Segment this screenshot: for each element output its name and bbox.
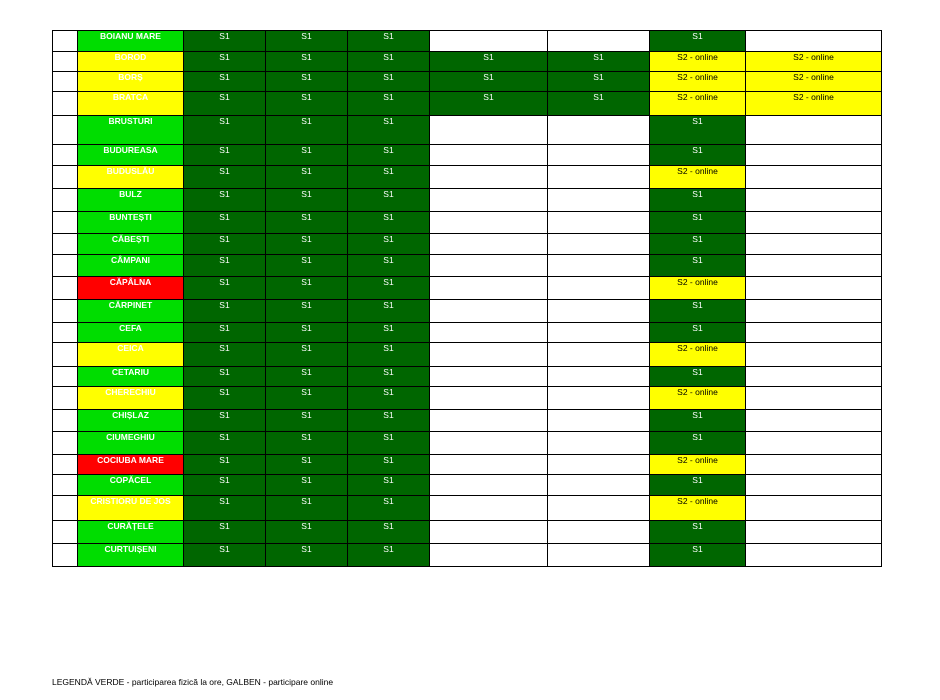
row-number: 32 [53, 496, 78, 521]
locality-name: BORȘ [78, 72, 184, 92]
physical-session-cell: S1 [184, 432, 266, 455]
empty-cell [746, 234, 882, 255]
table-row [53, 323, 882, 343]
row-number: 21 [53, 255, 78, 277]
locality-name: BRATCA [78, 92, 184, 116]
locality-name: BOROD [78, 52, 184, 72]
row-number: 31 [53, 475, 78, 496]
empty-cell [430, 387, 548, 410]
empty-cell [746, 277, 882, 300]
empty-cell [548, 496, 650, 521]
empty-cell [430, 234, 548, 255]
table-row [53, 212, 882, 234]
online-session-cell: S2 - online [746, 92, 882, 116]
physical-session-cell: S1 [266, 496, 348, 521]
empty-cell [548, 521, 650, 544]
physical-session-cell: S1 [548, 72, 650, 92]
physical-session-cell: S1 [650, 189, 746, 212]
schedule-table [52, 30, 882, 567]
physical-session-cell: S1 [348, 166, 430, 189]
table-row [53, 343, 882, 367]
table-row [53, 300, 882, 323]
empty-cell [548, 116, 650, 145]
online-session-cell: S2 - online [650, 166, 746, 189]
empty-cell [430, 496, 548, 521]
physical-session-cell: S1 [348, 234, 430, 255]
row-number: 11 [53, 31, 78, 52]
physical-session-cell: S1 [348, 475, 430, 496]
empty-cell [746, 367, 882, 387]
physical-session-cell: S1 [650, 255, 746, 277]
physical-session-cell: S1 [184, 166, 266, 189]
empty-cell [430, 212, 548, 234]
physical-session-cell: S1 [266, 116, 348, 145]
physical-session-cell: S1 [650, 212, 746, 234]
empty-cell [746, 145, 882, 166]
row-number: 28 [53, 410, 78, 432]
locality-name: CURĂȚELE [78, 521, 184, 544]
legend-text: LEGENDĂ VERDE - participarea fizică la ore, GALBEN - participare online [52, 677, 334, 687]
physical-session-cell: S1 [184, 521, 266, 544]
locality-name: COCIUBA MARE [78, 455, 184, 475]
physical-session-cell: S1 [184, 300, 266, 323]
empty-cell [548, 189, 650, 212]
physical-session-cell: S1 [184, 367, 266, 387]
row-number: 26 [53, 367, 78, 387]
online-session-cell: S2 - online [746, 52, 882, 72]
empty-cell [548, 300, 650, 323]
empty-cell [548, 475, 650, 496]
physical-session-cell: S1 [266, 323, 348, 343]
table-row [53, 166, 882, 189]
online-session-cell: S2 - online [650, 277, 746, 300]
table-row [53, 475, 882, 496]
table-row [53, 52, 882, 72]
online-session-cell: S2 - online [650, 92, 746, 116]
physical-session-cell: S1 [184, 145, 266, 166]
table-row [53, 234, 882, 255]
empty-cell [548, 277, 650, 300]
empty-cell [430, 145, 548, 166]
empty-cell [548, 455, 650, 475]
row-number: 19 [53, 212, 78, 234]
online-session-cell: S2 - online [650, 387, 746, 410]
empty-cell [746, 212, 882, 234]
row-number: 25 [53, 343, 78, 367]
physical-session-cell: S1 [650, 475, 746, 496]
physical-session-cell: S1 [266, 475, 348, 496]
physical-session-cell: S1 [348, 31, 430, 52]
online-session-cell: S2 - online [650, 52, 746, 72]
physical-session-cell: S1 [348, 277, 430, 300]
empty-cell [746, 432, 882, 455]
table-row [53, 189, 882, 212]
table-row [53, 387, 882, 410]
physical-session-cell: S1 [266, 52, 348, 72]
table-row [53, 367, 882, 387]
physical-session-cell: S1 [266, 189, 348, 212]
locality-name: CURTUIȘENI [78, 544, 184, 567]
empty-cell [746, 189, 882, 212]
table-row [53, 544, 882, 567]
online-session-cell: S2 - online [650, 72, 746, 92]
locality-name: CÂMPANI [78, 255, 184, 277]
physical-session-cell: S1 [348, 189, 430, 212]
physical-session-cell: S1 [650, 367, 746, 387]
physical-session-cell: S1 [266, 277, 348, 300]
physical-session-cell: S1 [266, 31, 348, 52]
physical-session-cell: S1 [348, 521, 430, 544]
table-row [53, 255, 882, 277]
table-row [53, 410, 882, 432]
empty-cell [430, 189, 548, 212]
empty-cell [746, 387, 882, 410]
empty-cell [430, 323, 548, 343]
physical-session-cell: S1 [266, 432, 348, 455]
empty-cell [430, 300, 548, 323]
table-row [53, 521, 882, 544]
locality-name: CĂPÂLNA [78, 277, 184, 300]
empty-cell [548, 323, 650, 343]
table-row [53, 277, 882, 300]
physical-session-cell: S1 [348, 92, 430, 116]
online-session-cell: S2 - online [650, 343, 746, 367]
row-number: 16 [53, 145, 78, 166]
physical-session-cell: S1 [348, 496, 430, 521]
locality-name: CETARIU [78, 367, 184, 387]
empty-cell [548, 255, 650, 277]
physical-session-cell: S1 [348, 455, 430, 475]
physical-session-cell: S1 [348, 300, 430, 323]
row-number: 15 [53, 116, 78, 145]
physical-session-cell: S1 [266, 300, 348, 323]
physical-session-cell: S1 [650, 31, 746, 52]
physical-session-cell: S1 [348, 323, 430, 343]
row-number: 33 [53, 521, 78, 544]
locality-name: CEFA [78, 323, 184, 343]
row-number: 34 [53, 544, 78, 567]
physical-session-cell: S1 [348, 212, 430, 234]
physical-session-cell: S1 [266, 343, 348, 367]
row-number: 30 [53, 455, 78, 475]
physical-session-cell: S1 [430, 92, 548, 116]
physical-session-cell: S1 [650, 432, 746, 455]
physical-session-cell: S1 [266, 521, 348, 544]
table-row [53, 145, 882, 166]
physical-session-cell: S1 [348, 72, 430, 92]
empty-cell [746, 343, 882, 367]
physical-session-cell: S1 [650, 544, 746, 567]
physical-session-cell: S1 [266, 145, 348, 166]
physical-session-cell: S1 [266, 455, 348, 475]
locality-name: CEICA [78, 343, 184, 367]
physical-session-cell: S1 [650, 300, 746, 323]
table-row [53, 72, 882, 92]
physical-session-cell: S1 [348, 52, 430, 72]
physical-session-cell: S1 [184, 92, 266, 116]
table-row [53, 496, 882, 521]
empty-cell [548, 166, 650, 189]
physical-session-cell: S1 [348, 544, 430, 567]
row-number: 17 [53, 166, 78, 189]
physical-session-cell: S1 [348, 255, 430, 277]
locality-name: BOIANU MARE [78, 31, 184, 52]
empty-cell [430, 544, 548, 567]
empty-cell [548, 212, 650, 234]
physical-session-cell: S1 [184, 323, 266, 343]
empty-cell [548, 387, 650, 410]
row-number: 23 [53, 300, 78, 323]
locality-name: CHERECHIU [78, 387, 184, 410]
empty-cell [430, 166, 548, 189]
table-row [53, 455, 882, 475]
schedule-body [53, 31, 882, 567]
empty-cell [430, 343, 548, 367]
physical-session-cell: S1 [348, 343, 430, 367]
physical-session-cell: S1 [184, 234, 266, 255]
physical-session-cell: S1 [266, 387, 348, 410]
row-number: 22 [53, 277, 78, 300]
row-number: 12 [53, 52, 78, 72]
online-session-cell: S2 - online [650, 455, 746, 475]
physical-session-cell: S1 [184, 116, 266, 145]
row-number: 18 [53, 189, 78, 212]
physical-session-cell: S1 [650, 323, 746, 343]
empty-cell [548, 234, 650, 255]
physical-session-cell: S1 [430, 52, 548, 72]
row-number: 24 [53, 323, 78, 343]
table-row [53, 31, 882, 52]
physical-session-cell: S1 [348, 116, 430, 145]
empty-cell [746, 475, 882, 496]
physical-session-cell: S1 [348, 145, 430, 166]
physical-session-cell: S1 [184, 455, 266, 475]
row-number: 20 [53, 234, 78, 255]
empty-cell [746, 521, 882, 544]
empty-cell [430, 521, 548, 544]
physical-session-cell: S1 [266, 166, 348, 189]
table-row [53, 432, 882, 455]
empty-cell [548, 367, 650, 387]
empty-cell [548, 432, 650, 455]
empty-cell [746, 31, 882, 52]
online-session-cell: S2 - online [746, 72, 882, 92]
physical-session-cell: S1 [266, 72, 348, 92]
empty-cell [430, 116, 548, 145]
locality-name: CĂBEȘTI [78, 234, 184, 255]
physical-session-cell: S1 [650, 410, 746, 432]
empty-cell [430, 277, 548, 300]
row-number: 29 [53, 432, 78, 455]
empty-cell [746, 544, 882, 567]
physical-session-cell: S1 [266, 92, 348, 116]
physical-session-cell: S1 [548, 92, 650, 116]
physical-session-cell: S1 [184, 410, 266, 432]
locality-name: CIUMEGHIU [78, 432, 184, 455]
physical-session-cell: S1 [548, 52, 650, 72]
physical-session-cell: S1 [184, 277, 266, 300]
locality-name: BRUSTURI [78, 116, 184, 145]
physical-session-cell: S1 [184, 189, 266, 212]
physical-session-cell: S1 [348, 387, 430, 410]
physical-session-cell: S1 [266, 367, 348, 387]
empty-cell [548, 343, 650, 367]
physical-session-cell: S1 [266, 234, 348, 255]
empty-cell [430, 410, 548, 432]
physical-session-cell: S1 [184, 387, 266, 410]
physical-session-cell: S1 [266, 544, 348, 567]
empty-cell [430, 31, 548, 52]
physical-session-cell: S1 [184, 72, 266, 92]
locality-name: CĂRPINET [78, 300, 184, 323]
locality-name: BUNTEȘTI [78, 212, 184, 234]
empty-cell [746, 166, 882, 189]
locality-name: BUDUSLĂU [78, 166, 184, 189]
table-row [53, 116, 882, 145]
physical-session-cell: S1 [348, 367, 430, 387]
physical-session-cell: S1 [184, 255, 266, 277]
empty-cell [548, 410, 650, 432]
physical-session-cell: S1 [650, 116, 746, 145]
row-number: 14 [53, 92, 78, 116]
empty-cell [430, 475, 548, 496]
locality-name: CHIȘLAZ [78, 410, 184, 432]
physical-session-cell: S1 [348, 410, 430, 432]
locality-name: BUDUREASA [78, 145, 184, 166]
empty-cell [430, 255, 548, 277]
empty-cell [430, 455, 548, 475]
locality-name: BULZ [78, 189, 184, 212]
empty-cell [548, 31, 650, 52]
physical-session-cell: S1 [266, 255, 348, 277]
physical-session-cell: S1 [650, 234, 746, 255]
empty-cell [746, 116, 882, 145]
physical-session-cell: S1 [184, 31, 266, 52]
empty-cell [548, 544, 650, 567]
empty-cell [548, 145, 650, 166]
physical-session-cell: S1 [650, 145, 746, 166]
physical-session-cell: S1 [266, 410, 348, 432]
physical-session-cell: S1 [184, 544, 266, 567]
physical-session-cell: S1 [184, 475, 266, 496]
physical-session-cell: S1 [266, 212, 348, 234]
locality-name: CRISTIORU DE JOS [78, 496, 184, 521]
table-row [53, 92, 882, 116]
empty-cell [430, 432, 548, 455]
physical-session-cell: S1 [430, 72, 548, 92]
empty-cell [746, 410, 882, 432]
empty-cell [746, 455, 882, 475]
empty-cell [746, 300, 882, 323]
physical-session-cell: S1 [184, 52, 266, 72]
empty-cell [746, 496, 882, 521]
physical-session-cell: S1 [348, 432, 430, 455]
physical-session-cell: S1 [184, 343, 266, 367]
physical-session-cell: S1 [650, 521, 746, 544]
online-session-cell: S2 - online [650, 496, 746, 521]
empty-cell [746, 323, 882, 343]
locality-name: COPĂCEL [78, 475, 184, 496]
row-number: 13 [53, 72, 78, 92]
row-number: 27 [53, 387, 78, 410]
empty-cell [430, 367, 548, 387]
empty-cell [746, 255, 882, 277]
physical-session-cell: S1 [184, 496, 266, 521]
physical-session-cell: S1 [184, 212, 266, 234]
